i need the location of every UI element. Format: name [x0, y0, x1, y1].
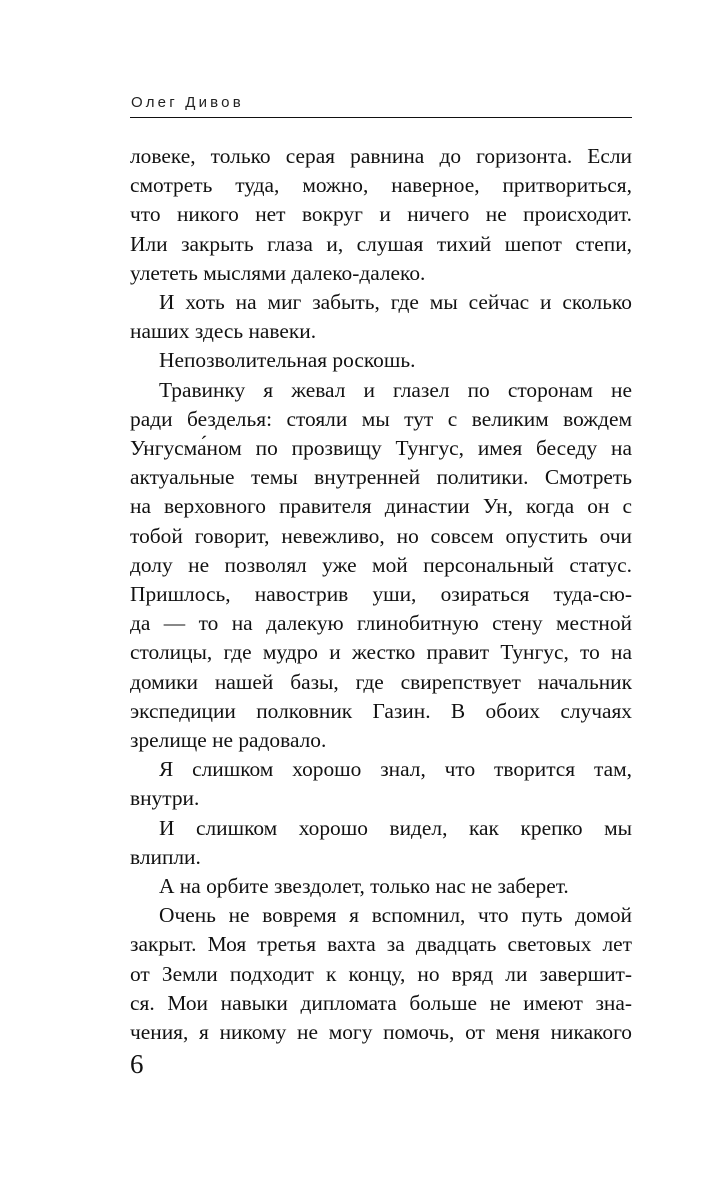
- text-line: Очень не вовремя я вспомнил, что путь домой: [159, 903, 632, 928]
- text-line: Я слишком хорошо знал, что творится там,: [159, 757, 632, 782]
- text-line: закрыт. Моя третья вахта за двадцать световых лет: [130, 932, 632, 957]
- text-line: ради безделья: стояли мы тут с великим вождем: [130, 406, 632, 431]
- text-line: Унгусма́ном по прозвищу Тунгус, имея беседу на: [130, 436, 632, 461]
- header-rule: [130, 117, 632, 118]
- body-text: [130, 142, 632, 1047]
- text-line: ловеке, только серая равнина до горизонта. Если: [130, 144, 632, 168]
- text-line: И хоть на миг забыть, где мы сейчас и сколько: [159, 290, 632, 315]
- text-line: тобой говорит, невежливо, но совсем опустить очи: [130, 523, 632, 548]
- running-head-author: Олег Дивов: [131, 94, 244, 111]
- page-number: 6: [130, 1049, 144, 1079]
- text-line: смотреть туда, можно, наверное, притвориться,: [130, 173, 632, 198]
- text-line: столицы, где мудро и жестко правит Тунгус, то на: [130, 640, 632, 665]
- text-line: чения, я никому не могу помочь, от меня никакого: [130, 1020, 632, 1045]
- text-line: домики нашей базы, где свирепствует начальник: [130, 669, 632, 694]
- text-line: Пришлось, навострив уши, озираться туда-сю-: [130, 582, 632, 607]
- text-line: Или закрыть глаза и, слушая тихий шепот степи,: [130, 231, 632, 256]
- text-line: влипли.: [130, 844, 201, 869]
- text-line: улететь мыслями далеко-далеко.: [130, 260, 426, 285]
- text-line: наших здесь навеки.: [130, 319, 317, 344]
- text-line: Непозволительная роскошь.: [159, 348, 416, 373]
- text-line: долу не позволял уже мой персональный статус.: [130, 552, 632, 577]
- text-line: что никого нет вокруг и ничего не происходит.: [130, 202, 632, 227]
- text-line: ся. Мои навыки дипломата больше не имеют зна-: [130, 990, 632, 1015]
- text-line: внутри.: [130, 786, 200, 811]
- text-line: да — то на далекую глинобитную стену местной: [130, 611, 632, 636]
- text-line: от Земли подходит к концу, но вряд ли завершит-: [130, 961, 632, 986]
- text-line: экспедиции полковник Газин. В обоих случаях: [130, 698, 632, 723]
- text-line: Травинку я жевал и глазел по сторонам не: [159, 377, 632, 402]
- text-line: зрелище не радовало.: [130, 728, 327, 753]
- text-line: И слишком хорошо видел, как крепко мы: [159, 815, 632, 840]
- text-line: А на орбите звездолет, только нас не заберет.: [159, 874, 569, 899]
- text-line: на верховного правителя династии Ун, когда он с: [130, 494, 632, 519]
- text-line: актуальные темы внутренней политики. Смотреть: [130, 465, 632, 490]
